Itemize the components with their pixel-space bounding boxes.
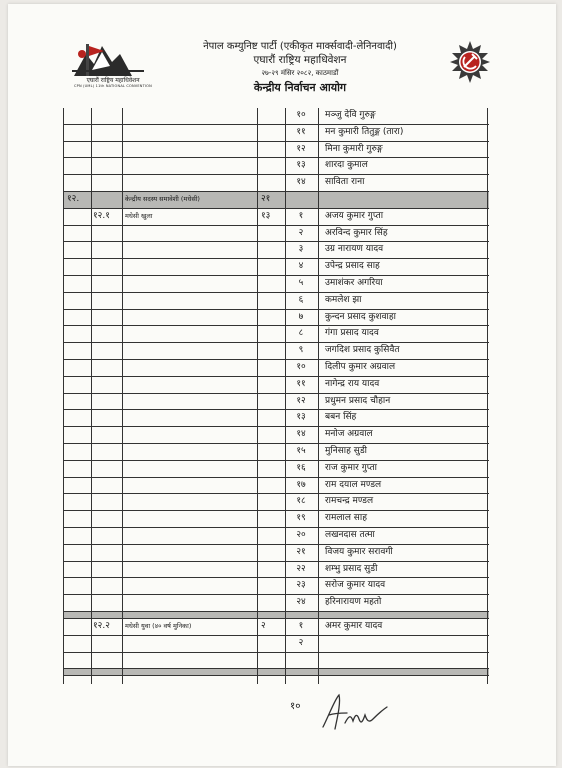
table-row: [63, 394, 489, 411]
commission-title: केन्द्रीय निर्वाचन आयोग: [253, 81, 347, 94]
handwritten-signature: [315, 685, 395, 735]
cell-no: १३: [296, 160, 306, 171]
table-row: [63, 653, 489, 670]
table-row: [63, 669, 489, 676]
table-row: [63, 578, 489, 595]
cell-no: १४: [296, 429, 306, 440]
table-row: [63, 528, 489, 545]
cell-name: अमर कुमार यादव: [325, 621, 383, 631]
party-hammer-sickle-icon: [448, 40, 492, 84]
cell-no: ३: [298, 244, 304, 255]
party-name: नेपाल कम्युनिष्ट पार्टी (एकीकृत मार्क्सवादी-लेनिनवादी): [203, 41, 397, 52]
cell-name: जगदिश प्रसाद कुसिवैत: [325, 345, 400, 356]
cell-qty: २१: [261, 194, 271, 204]
convention-emblem-icon: [64, 40, 150, 98]
cell-category: मधेसी युवा (४० वर्ष मुनिका): [125, 622, 192, 630]
candidate-table: [63, 108, 489, 684]
cell-name: बबन सिंह: [325, 412, 357, 423]
cell-category: केन्द्रीय सदस्य समावेशी (मधेसी): [125, 195, 200, 203]
cell-name: अजय कुमार गुप्ता: [325, 210, 384, 221]
table-row: [63, 410, 489, 427]
table-row: [63, 343, 489, 360]
cell-name: विजय कुमार सरावगी: [325, 546, 393, 557]
cell-no: २१: [296, 546, 306, 557]
table-row: [63, 612, 489, 619]
cell-name: गंगा प्रसाद यादव: [325, 328, 379, 339]
cell-name: प्रधुमन प्रसाद चौहान: [325, 395, 391, 406]
cell-name: उमाशंकर अगरिया: [325, 278, 383, 288]
table-row: [63, 242, 489, 259]
table-row: [63, 595, 489, 612]
cell-no: ११: [296, 378, 306, 389]
cell-no: १०: [296, 362, 306, 372]
table-row: [63, 494, 489, 511]
cell-qty: २: [261, 621, 266, 631]
cell-name: मिना कुमारी गुरुङ्ग: [325, 143, 383, 154]
cell-no: २०: [296, 530, 306, 540]
table-row: [63, 209, 489, 226]
cell-name: नागेन्द्र राय यादव: [325, 378, 380, 389]
cell-no: १०: [296, 110, 306, 120]
table-row: [63, 545, 489, 562]
cell-name: शारदा कुमाल: [325, 160, 368, 171]
table-row: [63, 259, 489, 276]
cell-name: राज कुमार गुप्ता: [325, 462, 378, 473]
cell-name: लखनदास तत्मा: [325, 530, 375, 540]
table-row: [63, 427, 489, 444]
cell-name: साविता राना: [325, 177, 365, 188]
cell-no: १७: [296, 479, 306, 490]
cell-no: १९: [296, 513, 306, 524]
logo-subtitle: CPN (UML) 11th NATIONAL CONVENTION: [74, 84, 152, 88]
cell-no: १२: [296, 143, 306, 154]
cell-no: १: [298, 621, 304, 631]
cell-no: २: [298, 227, 304, 238]
table-row: [63, 175, 489, 192]
table-row: [63, 326, 489, 343]
table-row: [63, 478, 489, 495]
cell-name: मञ्जु देवि गुरुङ्ग: [325, 110, 376, 120]
table-row: [63, 226, 489, 243]
cell-name: मुनिसाह सुडी: [325, 446, 367, 456]
table-row: [63, 293, 489, 310]
convention-title: एघारौं राष्ट्रिय महाधिवेशन: [253, 54, 347, 66]
cell-name: मन कुमारी तितुङ्ग (तारा): [325, 126, 404, 137]
cell-no: १८: [296, 496, 306, 507]
cell-name: कुन्दन प्रसाद कुशवाहा: [325, 311, 396, 322]
cell-no: २२: [296, 563, 306, 574]
cell-no: १४: [296, 177, 306, 188]
table-row: [63, 377, 489, 394]
table-row: [63, 158, 489, 175]
cell-name: उग्र नारायण यादव: [325, 244, 384, 255]
table-row: [63, 511, 489, 528]
cell-name: शम्भु प्रसाद सुडी: [325, 563, 378, 574]
table-row: [63, 276, 489, 293]
page-number: १०: [290, 701, 301, 712]
table-row: [63, 360, 489, 377]
cell-no: ११: [296, 126, 306, 137]
cell-name: राम दयाल मण्डल: [325, 479, 382, 490]
table-group-row: [63, 192, 489, 209]
table-row: [63, 444, 489, 461]
cell-name: कमलेश झा: [325, 294, 362, 305]
cell-name: दिलीप कुमार अग्रवाल: [325, 362, 396, 372]
cell-no: १२: [296, 395, 306, 406]
table-row: [63, 619, 489, 636]
cell-no: १५: [296, 446, 306, 456]
cell-no: १३: [296, 412, 306, 423]
cell-no: १: [298, 210, 304, 221]
cell-no: ७: [298, 311, 304, 322]
cell-no: ४: [298, 261, 304, 272]
table-row: [63, 310, 489, 327]
table-row: [63, 142, 489, 159]
cell-no: ८: [298, 328, 304, 339]
cell-category: मधेसी खुला: [125, 211, 153, 220]
table-row: [63, 461, 489, 478]
cell-no: २३: [296, 580, 306, 591]
cell-name: मनोज अग्रवाल: [325, 429, 373, 440]
cell-name: सरोज कुमार यादव: [325, 580, 386, 591]
cell-no: १६: [296, 462, 306, 473]
cell-no: २४: [296, 597, 306, 608]
cell-no: ५: [298, 278, 304, 288]
cell-no: ९: [298, 345, 304, 356]
table-row: [63, 562, 489, 579]
cell-qty: १३: [261, 210, 271, 221]
cell-no: २: [298, 637, 304, 648]
cell-sub: १२.१: [93, 210, 110, 221]
cell-sn: १२.: [67, 194, 80, 204]
logo-title: एघारौं राष्ट्रिय महाधिवेशन: [86, 77, 140, 84]
table-row: [63, 125, 489, 142]
cell-sub: १२.२: [93, 621, 110, 631]
convention-date-place: २७-२९ मंसिर २०८२, काठमाडौं: [261, 69, 339, 77]
table-row: [63, 108, 489, 125]
cell-name: अरविन्द कुमार सिंह: [325, 227, 388, 238]
cell-name: हरिनारायण महतो: [325, 597, 382, 608]
cell-name: रामलाल साह: [325, 513, 367, 524]
table-row: [63, 636, 489, 653]
cell-name: उपेन्द्र प्रसाद साह: [325, 261, 380, 272]
cell-no: ६: [298, 294, 304, 305]
cell-name: रामचन्द्र मण्डल: [325, 496, 374, 507]
